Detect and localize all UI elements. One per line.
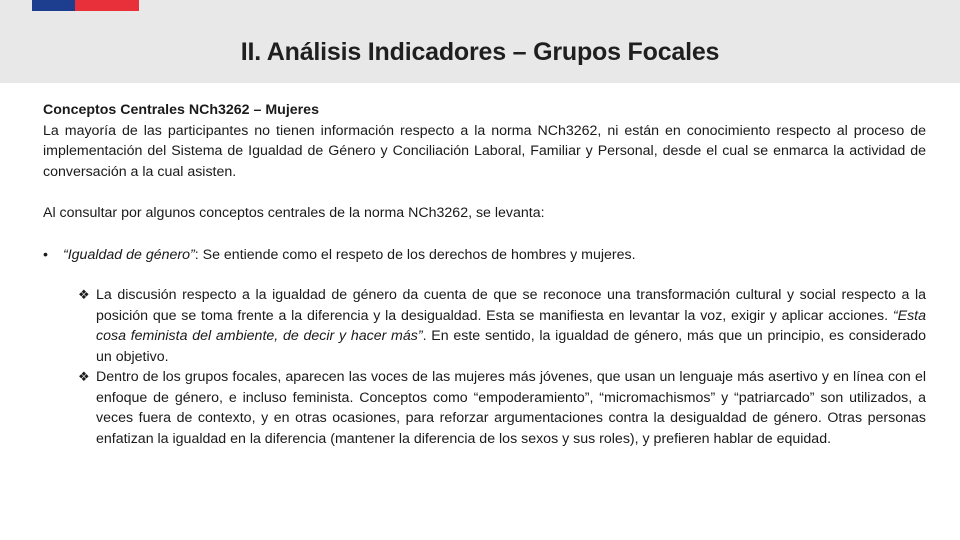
page-title: II. Análisis Indicadores – Grupos Focales [240,38,720,66]
subbullet-item [78,367,926,449]
consult-paragraph: Al consultar por algunos conceptos centrales de la norma NCh3262, se levanta: [43,205,545,221]
bullet-marker: • [43,246,48,263]
header-bar [0,0,960,83]
intro-paragraph: La mayoría de las participantes no tienen información respecto a la norma NCh3262, ni están en conocimiento respecto al proceso de implementación del Sistema de Igualdad de Género y Conciliación Laboral, Familiar y Personal, desde el cual se enmarca la actividad de conversación a la cual asisten. [43,122,926,180]
subbullet-text: Dentro de los grupos focales, aparecen las voces de las mujeres más jóvenes, que usan un lenguaje más asertivo y en línea con el enfoque de género, e incluso feminista. Conceptos como “empoderamiento”, “micromachismos” y “patriarcado” son utilizados, a veces fuera de contexto, y en otras ocasiones, para reforzar argumentaciones contra la desigualdad de género. Otras personas enfatizan la igualdad en la diferencia (mantener la diferencia de los sexos y sus roles), y prefieren hablar de equidad. [96,369,926,447]
bullet-definition: : Se entiende como el respeto de los derechos de hombres y mujeres. [194,246,636,263]
bullet-item [43,245,926,266]
subbullet-list [78,285,926,449]
subbullet-quote: “Esta cosa feminista del ambiente, de decir y hacer más” [96,307,926,344]
diamond-check-icon: ❖ [78,287,90,302]
bullet-term: “Igualdad de género” [63,246,195,263]
diamond-check-icon: ❖ [78,369,90,384]
section-subtitle: Conceptos Centrales NCh3262 – Mujeres [43,102,319,118]
subbullet-item [78,285,926,367]
flag-red-stripe [75,0,139,11]
flag-blue-stripe [32,0,75,11]
subbullet-text: La discusión respecto a la igualdad de género da cuenta de que se reconoce una transformación cultural y social respecto a la posición que se toma frente a la diferencia y la desigualdad. Esta se manifiesta en levantar la voz, exigir y aplicar acciones. [96,287,926,324]
subbullet-text: . En este sentido, la igualdad de género, más que un principio, es considerado un objetivo. [96,328,926,365]
content-body [43,100,926,449]
